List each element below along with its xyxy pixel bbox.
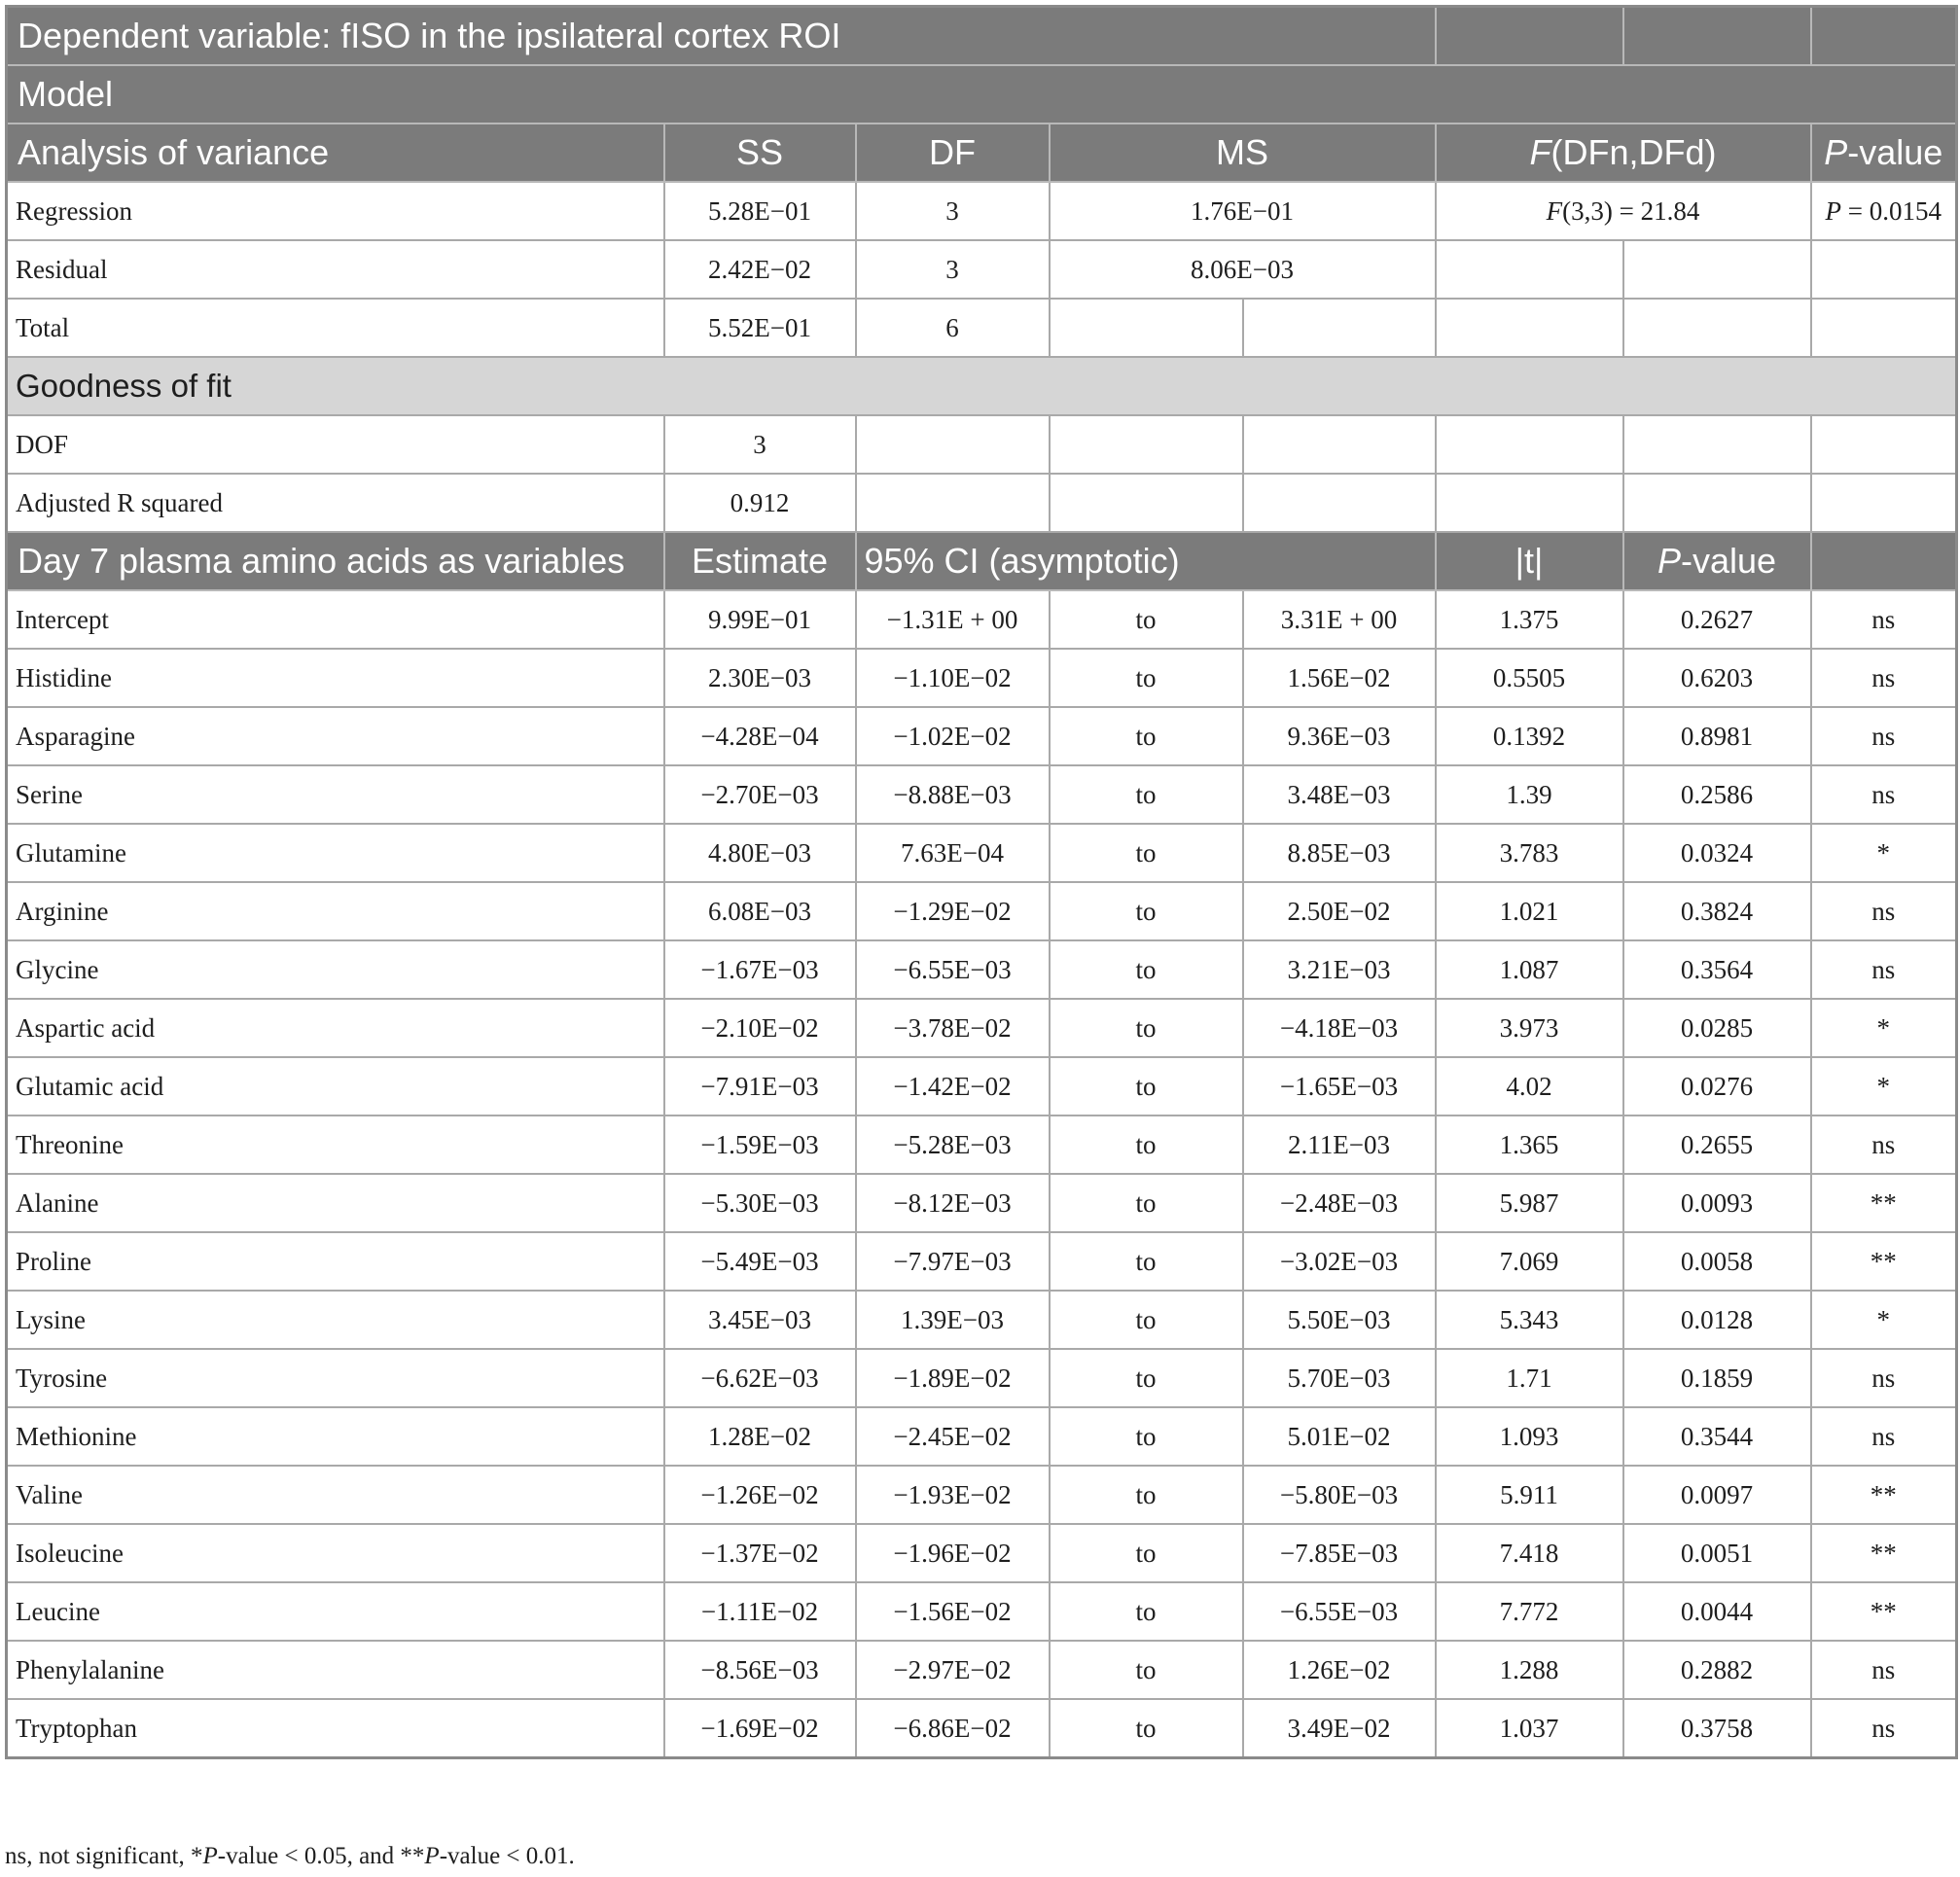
coef-ci-to: to — [1050, 649, 1243, 707]
coef-row — [7, 1407, 1957, 1466]
blank-cell — [1243, 299, 1436, 357]
coef-variable-name: Proline — [7, 1232, 664, 1291]
coef-ci-lower: −6.55E−03 — [856, 940, 1050, 999]
anova-ss: 2.42E−02 — [664, 240, 856, 299]
coef-ci-upper: 3.21E−03 — [1243, 940, 1436, 999]
blank-cell — [1811, 240, 1957, 299]
coef-t-value: 1.365 — [1436, 1116, 1623, 1174]
blank-cell — [1623, 240, 1811, 299]
coef-row — [7, 707, 1957, 765]
coef-p-value: 0.0276 — [1623, 1057, 1811, 1116]
coef-significance: ns — [1811, 765, 1957, 824]
coef-ci-upper: −1.65E−03 — [1243, 1057, 1436, 1116]
fit-row-label: Adjusted R squared — [7, 474, 664, 532]
table-title: Dependent variable: fISO in the ipsilateral cortex ROI — [7, 7, 1436, 66]
coef-estimate: −2.70E−03 — [664, 765, 856, 824]
coef-row — [7, 765, 1957, 824]
coef-p-value: 0.2627 — [1623, 590, 1811, 649]
coef-ci-upper: 2.11E−03 — [1243, 1116, 1436, 1174]
coef-ci-lower: 7.63E−04 — [856, 824, 1050, 882]
blank-cell — [856, 415, 1050, 474]
coef-significance: ns — [1811, 1641, 1957, 1699]
coef-p-value: 0.0097 — [1623, 1466, 1811, 1524]
coef-row — [7, 1291, 1957, 1349]
coef-variable-name: Alanine — [7, 1174, 664, 1232]
coef-ci-to: to — [1050, 1349, 1243, 1407]
coef-ci-upper: 3.31E + 00 — [1243, 590, 1436, 649]
coef-variable-name: Glycine — [7, 940, 664, 999]
blank-cell — [1243, 474, 1436, 532]
blank-cell — [1623, 415, 1811, 474]
title-blank-cell — [1811, 7, 1957, 66]
title-blank-cell — [1436, 7, 1623, 66]
coef-variable-name: Tryptophan — [7, 1699, 664, 1758]
coef-significance: ** — [1811, 1466, 1957, 1524]
coef-header-estimate: Estimate — [664, 532, 856, 590]
coef-t-value: 1.375 — [1436, 590, 1623, 649]
coef-t-value: 0.5505 — [1436, 649, 1623, 707]
coef-t-value: 0.1392 — [1436, 707, 1623, 765]
coef-ci-lower: −1.29E−02 — [856, 882, 1050, 940]
coef-significance: ns — [1811, 1699, 1957, 1758]
anova-row-label: Residual — [7, 240, 664, 299]
coef-estimate: −1.59E−03 — [664, 1116, 856, 1174]
coef-p-value: 0.2882 — [1623, 1641, 1811, 1699]
coef-ci-lower: −1.93E−02 — [856, 1466, 1050, 1524]
coef-variable-name: Serine — [7, 765, 664, 824]
coef-t-value: 4.02 — [1436, 1057, 1623, 1116]
coef-p-value: 0.6203 — [1623, 649, 1811, 707]
coef-ci-lower: −5.28E−03 — [856, 1116, 1050, 1174]
coef-ci-upper: 2.50E−02 — [1243, 882, 1436, 940]
coef-t-value: 1.39 — [1436, 765, 1623, 824]
coef-ci-lower: −1.02E−02 — [856, 707, 1050, 765]
anova-ms: 8.06E−03 — [1050, 240, 1436, 299]
fit-row-adjusted-r2 — [7, 474, 1957, 532]
coef-row — [7, 590, 1957, 649]
coef-estimate: 2.30E−03 — [664, 649, 856, 707]
coef-ci-lower: −1.96E−02 — [856, 1524, 1050, 1582]
coef-ci-to: to — [1050, 824, 1243, 882]
coef-estimate: −4.28E−04 — [664, 707, 856, 765]
coef-t-value: 5.987 — [1436, 1174, 1623, 1232]
coef-ci-upper: −6.55E−03 — [1243, 1582, 1436, 1641]
coef-ci-to: to — [1050, 707, 1243, 765]
anova-ms: 1.76E−01 — [1050, 182, 1436, 240]
coef-significance: ns — [1811, 590, 1957, 649]
anova-header-f: F(DFn,DFd) — [1436, 124, 1811, 182]
blank-cell — [856, 474, 1050, 532]
coef-ci-to: to — [1050, 1116, 1243, 1174]
coef-variable-name: Threonine — [7, 1116, 664, 1174]
coef-ci-upper: 3.49E−02 — [1243, 1699, 1436, 1758]
coef-ci-lower: −1.42E−02 — [856, 1057, 1050, 1116]
coef-significance: ns — [1811, 940, 1957, 999]
coef-ci-to: to — [1050, 765, 1243, 824]
coef-row — [7, 1641, 1957, 1699]
coef-p-value: 0.0058 — [1623, 1232, 1811, 1291]
coef-ci-upper: 8.85E−03 — [1243, 824, 1436, 882]
blank-cell — [1050, 415, 1243, 474]
fit-row-value: 0.912 — [664, 474, 856, 532]
coef-ci-upper: −5.80E−03 — [1243, 1466, 1436, 1524]
coef-p-value: 0.1859 — [1623, 1349, 1811, 1407]
coef-ci-lower: −8.12E−03 — [856, 1174, 1050, 1232]
coef-p-value: 0.3824 — [1623, 882, 1811, 940]
coef-t-value: 5.911 — [1436, 1466, 1623, 1524]
anova-f-value: F(3,3) = 21.84 — [1436, 182, 1811, 240]
coef-ci-upper: 3.48E−03 — [1243, 765, 1436, 824]
coef-row — [7, 1349, 1957, 1407]
coef-row — [7, 1524, 1957, 1582]
coef-ci-lower: 1.39E−03 — [856, 1291, 1050, 1349]
coef-ci-lower: −1.89E−02 — [856, 1349, 1050, 1407]
anova-header-row — [7, 124, 1957, 182]
coef-ci-upper: −7.85E−03 — [1243, 1524, 1436, 1582]
coef-ci-to: to — [1050, 882, 1243, 940]
coef-ci-upper: −4.18E−03 — [1243, 999, 1436, 1057]
coef-row — [7, 1174, 1957, 1232]
coef-estimate: −1.69E−02 — [664, 1699, 856, 1758]
coef-estimate: 1.28E−02 — [664, 1407, 856, 1466]
blank-cell — [1811, 299, 1957, 357]
coef-estimate: −6.62E−03 — [664, 1349, 856, 1407]
coef-variable-name: Valine — [7, 1466, 664, 1524]
coef-variable-name: Lysine — [7, 1291, 664, 1349]
coef-ci-lower: −7.97E−03 — [856, 1232, 1050, 1291]
coef-significance: * — [1811, 1057, 1957, 1116]
coef-significance: ** — [1811, 1524, 1957, 1582]
coef-ci-to: to — [1050, 1582, 1243, 1641]
coef-row — [7, 1466, 1957, 1524]
coef-ci-to: to — [1050, 1699, 1243, 1758]
coef-p-value: 0.0051 — [1623, 1524, 1811, 1582]
coef-t-value: 7.772 — [1436, 1582, 1623, 1641]
coef-ci-to: to — [1050, 1174, 1243, 1232]
anova-p-value: P = 0.0154 — [1811, 182, 1957, 240]
blank-cell — [1436, 415, 1623, 474]
coef-t-value: 7.418 — [1436, 1524, 1623, 1582]
anova-df: 3 — [856, 182, 1050, 240]
coef-header-p: P-value — [1623, 532, 1811, 590]
coef-row — [7, 882, 1957, 940]
coef-t-value: 1.288 — [1436, 1641, 1623, 1699]
coef-ci-to: to — [1050, 1291, 1243, 1349]
coef-p-value: 0.8981 — [1623, 707, 1811, 765]
title-blank-cell — [1623, 7, 1811, 66]
coef-estimate: −8.56E−03 — [664, 1641, 856, 1699]
coef-p-value: 0.3564 — [1623, 940, 1811, 999]
coef-ci-upper: −3.02E−03 — [1243, 1232, 1436, 1291]
coef-p-value: 0.2586 — [1623, 765, 1811, 824]
table-footnote: ns, not significant, *P-value < 0.05, and **P-value < 0.01. — [5, 1843, 575, 1869]
coef-t-value: 7.069 — [1436, 1232, 1623, 1291]
anova-df: 3 — [856, 240, 1050, 299]
coef-header-label: Day 7 plasma amino acids as variables — [7, 532, 664, 590]
coef-estimate: 4.80E−03 — [664, 824, 856, 882]
anova-header-p: P-value — [1811, 124, 1957, 182]
coef-row — [7, 940, 1957, 999]
coef-estimate: 3.45E−03 — [664, 1291, 856, 1349]
anova-header-df: DF — [856, 124, 1050, 182]
coef-variable-name: Intercept — [7, 590, 664, 649]
coef-ci-to: to — [1050, 1641, 1243, 1699]
coef-variable-name: Glutamine — [7, 824, 664, 882]
coef-ci-lower: −3.78E−02 — [856, 999, 1050, 1057]
blank-cell — [1811, 474, 1957, 532]
coef-ci-lower: −1.10E−02 — [856, 649, 1050, 707]
blank-cell — [1623, 474, 1811, 532]
coef-significance: ** — [1811, 1582, 1957, 1641]
blank-cell — [1436, 240, 1623, 299]
coef-p-value: 0.3758 — [1623, 1699, 1811, 1758]
coef-estimate: −5.49E−03 — [664, 1232, 856, 1291]
coef-row — [7, 999, 1957, 1057]
title-row — [7, 7, 1957, 66]
coef-ci-lower: −2.45E−02 — [856, 1407, 1050, 1466]
coef-variable-name: Arginine — [7, 882, 664, 940]
coef-row — [7, 1116, 1957, 1174]
fit-header-label: Goodness of fit — [7, 357, 1957, 415]
blank-cell — [1050, 474, 1243, 532]
blank-cell — [1050, 299, 1243, 357]
coef-variable-name: Aspartic acid — [7, 999, 664, 1057]
coef-row — [7, 1232, 1957, 1291]
coef-significance: ns — [1811, 1407, 1957, 1466]
coef-row — [7, 1582, 1957, 1641]
coef-t-value: 3.973 — [1436, 999, 1623, 1057]
coef-t-value: 3.783 — [1436, 824, 1623, 882]
model-label: Model — [7, 65, 1957, 124]
coef-ci-upper: 5.01E−02 — [1243, 1407, 1436, 1466]
blank-cell — [1436, 299, 1623, 357]
coef-ci-lower: −6.86E−02 — [856, 1699, 1050, 1758]
coef-t-value: 1.71 — [1436, 1349, 1623, 1407]
coef-header-blank — [1811, 532, 1957, 590]
coef-variable-name: Isoleucine — [7, 1524, 664, 1582]
anova-header-ms: MS — [1050, 124, 1436, 182]
coef-ci-to: to — [1050, 1407, 1243, 1466]
coef-significance: * — [1811, 824, 1957, 882]
anova-table — [5, 5, 1958, 1759]
coef-header-ci: 95% CI (asymptotic) — [856, 532, 1436, 590]
coef-row — [7, 1057, 1957, 1116]
fit-row-label: DOF — [7, 415, 664, 474]
coef-t-value: 5.343 — [1436, 1291, 1623, 1349]
coef-ci-upper: 9.36E−03 — [1243, 707, 1436, 765]
coef-ci-lower: −1.31E + 00 — [856, 590, 1050, 649]
coef-row — [7, 824, 1957, 882]
coef-t-value: 1.093 — [1436, 1407, 1623, 1466]
coef-significance: ns — [1811, 649, 1957, 707]
coef-estimate: −1.26E−02 — [664, 1466, 856, 1524]
coef-estimate: 6.08E−03 — [664, 882, 856, 940]
coef-ci-lower: −1.56E−02 — [856, 1582, 1050, 1641]
anova-ss: 5.52E−01 — [664, 299, 856, 357]
anova-header-ss: SS — [664, 124, 856, 182]
coef-p-value: 0.0324 — [1623, 824, 1811, 882]
coef-ci-upper: 1.56E−02 — [1243, 649, 1436, 707]
blank-cell — [1436, 474, 1623, 532]
coef-estimate: −1.37E−02 — [664, 1524, 856, 1582]
coef-header-row — [7, 532, 1957, 590]
coef-header-t: |t| — [1436, 532, 1623, 590]
coef-ci-to: to — [1050, 1057, 1243, 1116]
coef-significance: ** — [1811, 1232, 1957, 1291]
coef-variable-name: Methionine — [7, 1407, 664, 1466]
blank-cell — [1623, 299, 1811, 357]
anova-df: 6 — [856, 299, 1050, 357]
coef-ci-upper: 5.70E−03 — [1243, 1349, 1436, 1407]
coef-ci-lower: −2.97E−02 — [856, 1641, 1050, 1699]
coef-estimate: −2.10E−02 — [664, 999, 856, 1057]
coef-row — [7, 649, 1957, 707]
coef-estimate: −1.11E−02 — [664, 1582, 856, 1641]
coef-ci-to: to — [1050, 1466, 1243, 1524]
coef-p-value: 0.0093 — [1623, 1174, 1811, 1232]
coef-estimate: 9.99E−01 — [664, 590, 856, 649]
anova-header-label: Analysis of variance — [7, 124, 664, 182]
coef-variable-name: Asparagine — [7, 707, 664, 765]
anova-row-label: Regression — [7, 182, 664, 240]
coef-t-value: 1.021 — [1436, 882, 1623, 940]
coef-p-value: 0.2655 — [1623, 1116, 1811, 1174]
coef-row — [7, 1699, 1957, 1758]
table-container — [5, 5, 1955, 1759]
coef-ci-to: to — [1050, 999, 1243, 1057]
anova-row-regression — [7, 182, 1957, 240]
coef-variable-name: Tyrosine — [7, 1349, 664, 1407]
coef-ci-upper: −2.48E−03 — [1243, 1174, 1436, 1232]
coef-ci-upper: 5.50E−03 — [1243, 1291, 1436, 1349]
coef-p-value: 0.0044 — [1623, 1582, 1811, 1641]
coef-ci-to: to — [1050, 590, 1243, 649]
model-row — [7, 65, 1957, 124]
coef-variable-name: Leucine — [7, 1582, 664, 1641]
coef-variable-name: Phenylalanine — [7, 1641, 664, 1699]
coef-ci-upper: 1.26E−02 — [1243, 1641, 1436, 1699]
fit-row-dof — [7, 415, 1957, 474]
anova-ss: 5.28E−01 — [664, 182, 856, 240]
coef-significance: ns — [1811, 1116, 1957, 1174]
coef-significance: ns — [1811, 1349, 1957, 1407]
coef-variable-name: Histidine — [7, 649, 664, 707]
coef-ci-lower: −8.88E−03 — [856, 765, 1050, 824]
coef-significance: * — [1811, 1291, 1957, 1349]
coef-t-value: 1.037 — [1436, 1699, 1623, 1758]
anova-row-total — [7, 299, 1957, 357]
coef-ci-to: to — [1050, 1232, 1243, 1291]
coef-t-value: 1.087 — [1436, 940, 1623, 999]
fit-header-row — [7, 357, 1957, 415]
coef-p-value: 0.0285 — [1623, 999, 1811, 1057]
coef-ci-to: to — [1050, 940, 1243, 999]
coef-significance: * — [1811, 999, 1957, 1057]
coef-significance: ns — [1811, 882, 1957, 940]
anova-row-residual — [7, 240, 1957, 299]
coef-significance: ** — [1811, 1174, 1957, 1232]
coef-p-value: 0.0128 — [1623, 1291, 1811, 1349]
coef-estimate: −7.91E−03 — [664, 1057, 856, 1116]
coef-estimate: −1.67E−03 — [664, 940, 856, 999]
anova-row-label: Total — [7, 299, 664, 357]
blank-cell — [1243, 415, 1436, 474]
coef-ci-to: to — [1050, 1524, 1243, 1582]
fit-row-value: 3 — [664, 415, 856, 474]
coef-p-value: 0.3544 — [1623, 1407, 1811, 1466]
coef-significance: ns — [1811, 707, 1957, 765]
blank-cell — [1811, 415, 1957, 474]
coef-variable-name: Glutamic acid — [7, 1057, 664, 1116]
coef-estimate: −5.30E−03 — [664, 1174, 856, 1232]
